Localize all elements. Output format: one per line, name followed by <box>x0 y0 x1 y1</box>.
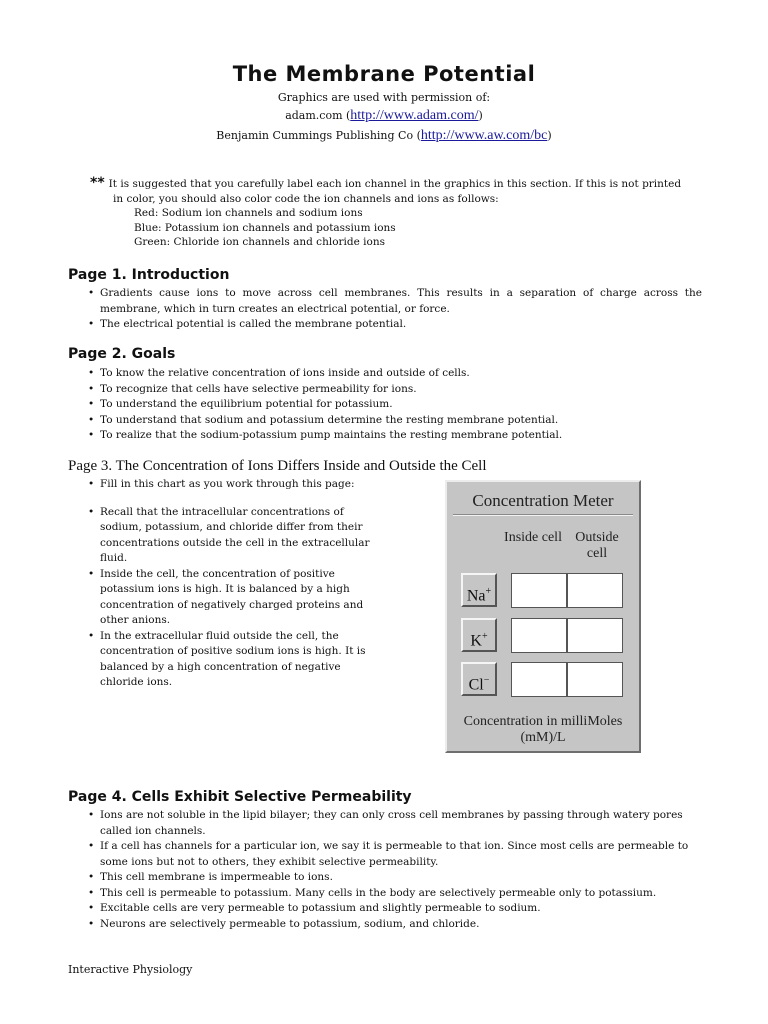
sodium-ion-button[interactable] <box>461 573 497 607</box>
credit-line-3 <box>0 128 768 144</box>
list-item: • To understand the equilibrium potential for potassium. <box>88 397 702 413</box>
potassium-outside-cell[interactable] <box>567 618 623 653</box>
list-item: • Inside the cell, the concentration of positive potassium ions is high. It is balanced by a high concentration of negatively charged proteins and other anions. <box>88 567 386 629</box>
note-color-blue: Blue: Potassium ion channels and potassium ions <box>134 221 396 234</box>
section-heading-page-2: Page 2. Goals <box>68 346 176 362</box>
list-item: • This cell is permeable to potassium. Many cells in the body are selectively permeable only to potassium. <box>88 886 702 902</box>
potassium-inside-cell[interactable] <box>511 618 567 653</box>
color-coding-note <box>90 176 730 250</box>
list-item: • To recognize that cells have selective permeability for ions. <box>88 382 702 398</box>
meter-col-inside: Inside cell <box>504 530 562 545</box>
chloride-charge: − <box>483 675 490 686</box>
credit-adam-suffix: ) <box>478 109 483 122</box>
credit-bc-suffix: ) <box>547 129 552 142</box>
list-item: • To understand that sodium and potassium determine the resting membrane potential. <box>88 413 702 429</box>
list-item: • In the extracellular fluid outside the cell, the concentration of positive sodium ions is high. It is balanced by a high concentration of negative chloride ions. <box>88 629 386 691</box>
adam-link[interactable]: http://www.adam.com/ <box>350 108 479 123</box>
page-3-bullets <box>88 477 386 691</box>
list-item: • Excitable cells are very permeable to potassium and slightly permeable to sodium. <box>88 901 702 917</box>
potassium-ion-button[interactable] <box>461 618 497 652</box>
list-item: • Fill in this chart as you work through this page: <box>88 477 386 493</box>
meter-units-label: Concentration in milliMoles (mM)/L <box>463 714 623 745</box>
note-stars: ** <box>90 175 105 191</box>
page-title: The Membrane Potential <box>232 62 536 86</box>
section-heading-page-4: Page 4. Cells Exhibit Selective Permeability <box>68 789 412 805</box>
meter-col-outside: Outside cell <box>575 530 619 561</box>
credit-adam-prefix: adam.com ( <box>285 109 351 122</box>
list-item: • Recall that the intracellular concentrations of sodium, potassium, and chloride differ from their concentrations outside the cell in the extracellular fluid. <box>88 505 386 567</box>
chloride-ion-button[interactable] <box>461 662 497 696</box>
concentration-meter <box>445 480 641 753</box>
sodium-charge: + <box>485 586 492 597</box>
credit-line-2 <box>0 108 768 124</box>
list-item: • The electrical potential is called the membrane potential. <box>88 317 702 333</box>
page-footer: Interactive Physiology <box>68 963 193 976</box>
list-item: • Ions are not soluble in the lipid bilayer; they can only cross cell membranes by passing through watery pores called ion channels. <box>88 808 702 839</box>
list-item: • Gradients cause ions to move across cell membranes. This results in a separation of charge across the membrane, which in turn creates an electrical potential, or force. <box>88 286 702 317</box>
list-item: • Neurons are selectively permeable to potassium, sodium, and chloride. <box>88 917 702 933</box>
page-1-bullets <box>88 286 702 333</box>
page-4-bullets <box>88 808 702 932</box>
note-line-2: in color, you should also color code the ion channels and ions as follows: <box>113 192 499 205</box>
sodium-outside-cell[interactable] <box>567 573 623 608</box>
potassium-charge: + <box>481 631 488 642</box>
chloride-outside-cell[interactable] <box>567 662 623 697</box>
section-heading-page-1: Page 1. Introduction <box>68 267 230 283</box>
potassium-symbol: K <box>470 632 482 650</box>
note-color-red: Red: Sodium ion channels and sodium ions <box>134 207 363 219</box>
credit-bc-prefix: Benjamin Cummings Publishing Co ( <box>216 129 421 142</box>
sodium-symbol: Na <box>466 587 486 605</box>
sodium-inside-cell[interactable] <box>511 573 567 608</box>
list-item: • To realize that the sodium-potassium pump maintains the resting membrane potential. <box>88 428 702 444</box>
meter-title: Concentration Meter <box>453 488 633 515</box>
section-heading-page-3: Page 3. The Concentration of Ions Differs Inside and Outside the Cell <box>68 458 487 474</box>
page-2-bullets <box>88 366 702 444</box>
credit-line-1: Graphics are used with permission of: <box>277 91 491 104</box>
list-item: • To know the relative concentration of ions inside and outside of cells. <box>88 366 702 382</box>
note-color-green: Green: Chloride ion channels and chloride ions <box>134 236 385 248</box>
chloride-symbol: Cl <box>468 676 484 694</box>
aw-link[interactable]: http://www.aw.com/bc <box>420 128 548 143</box>
note-line-1: It is suggested that you carefully label each ion channel in the graphics in this section. If this is not printed <box>108 178 682 190</box>
list-item: • This cell membrane is impermeable to ions. <box>88 870 702 886</box>
list-item: • If a cell has channels for a particular ion, we say it is permeable to that ion. Since most cells are permeable to some ions but not to others, they exhibit selective permeability. <box>88 839 702 870</box>
chloride-inside-cell[interactable] <box>511 662 567 697</box>
